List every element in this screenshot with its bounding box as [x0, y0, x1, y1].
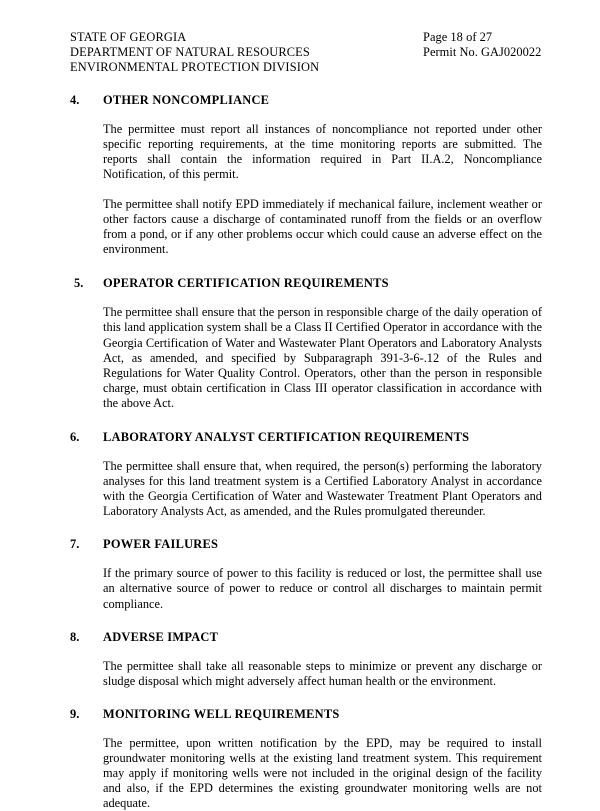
section-title: ADVERSE IMPACT: [103, 629, 219, 644]
paragraph: The permittee shall ensure that, when required, the person(s) performing the laboratory analyses for this land treatment system is a Certified Laboratory Analyst in accordance with the Georgia Certification of Water and Wastewater Treatment Plant Operators and Laboratory Analysts Act, as amended, and the Rules promulgated thereunder.: [103, 459, 542, 519]
section-number: 7.: [70, 537, 80, 552]
header-meta-block: [423, 30, 542, 60]
section-heading: [70, 707, 542, 722]
section-power-failures: [70, 537, 542, 611]
section-heading: [70, 430, 542, 445]
section-number: 6.: [70, 430, 80, 445]
paragraph: The permittee must report all instances of noncompliance not reported under other specific reporting requirements, at the time monitoring reports are submitted. The reports shall contain the information required in Part II.A.2, Noncompliance Notification, of this permit.: [103, 121, 542, 181]
section-heading: [70, 276, 542, 291]
section-adverse-impact: [70, 630, 542, 689]
section-heading: [70, 630, 542, 645]
section-body: [70, 122, 542, 258]
section-body: [70, 736, 542, 811]
paragraph: The permittee shall take all reasonable steps to minimize or prevent any discharge or sludge disposal which might adversely affect human health or the environment.: [103, 658, 542, 688]
section-title: POWER FAILURES: [103, 537, 219, 552]
section-other-noncompliance: [70, 93, 542, 258]
spacer: [70, 257, 542, 276]
section-number: 4.: [70, 92, 80, 107]
paragraph: If the primary source of power to this facility is reduced or lost, the permittee shall use an alternative source of power to reduce or control all discharges to maintain permit compliance.: [103, 566, 542, 611]
section-title: MONITORING WELL REQUIREMENTS: [103, 706, 340, 721]
section-laboratory-analyst-certification-requirements: [70, 430, 542, 519]
paragraph: The permittee shall ensure that the person in responsible charge of the daily operation of this land application system shall be a Class II Certified Operator in accordance with the Georgia Certification of Water and Wastewater Plant Operators and Laboratory Analysts Act, as amended, and specified by Subparagraph 391-3-6-.12 of the Rules and Regulations for Water Quality Control. Operators, other than the person in responsible charge, must obtain certification in Class III operator classification in accordance with the above Act.: [103, 305, 542, 410]
paragraph: The permittee, upon written notification by the EPD, may be required to install groundwater monitoring wells at the existing land treatment system. This requirement may apply if monitoring wells were not included in the original design of the facility and also, if the EPD determines the existing groundwater monitoring wells are not adequate.: [103, 735, 542, 811]
spacer: [70, 445, 542, 459]
spacer: [70, 645, 542, 659]
section-monitoring-well-requirements: [70, 707, 542, 811]
spacer: [70, 519, 542, 537]
header-division-line: ENVIRONMENTAL PROTECTION DIVISION: [70, 60, 320, 75]
section-title: OTHER NONCOMPLIANCE: [103, 92, 270, 107]
section-body: [70, 305, 542, 411]
section-heading: [70, 93, 542, 108]
section-body: [70, 659, 542, 689]
section-body: [70, 566, 542, 611]
section-operator-certification-requirements: [70, 276, 542, 411]
permit-number-label: Permit No. GAJ020022: [423, 45, 542, 60]
section-body: [70, 459, 542, 519]
spacer: [70, 552, 542, 566]
spacer: [70, 108, 542, 122]
header-department-line: DEPARTMENT OF NATURAL RESOURCES: [70, 45, 310, 60]
section-title: OPERATOR CERTIFICATION REQUIREMENTS: [103, 276, 389, 291]
section-title: LABORATORY ANALYST CERTIFICATION REQUIREMENTS: [103, 430, 470, 445]
section-number: 9.: [70, 706, 80, 721]
header-state-line: STATE OF GEORGIA: [70, 30, 187, 44]
spacer: [70, 689, 542, 707]
section-number: 8.: [70, 629, 80, 644]
spacer: [70, 411, 542, 430]
header-agency-block: [70, 30, 423, 76]
spacer: [70, 291, 542, 305]
section-heading: [70, 537, 542, 552]
spacer: [70, 722, 542, 736]
section-number: 5.: [74, 276, 84, 291]
paragraph: The permittee shall notify EPD immediately if mechanical failure, inclement weather or other factors cause a discharge of contaminated runoff from the fields or an overflow from a pond, or if any other problems occur which could cause an adverse effect on the environment.: [103, 196, 542, 257]
document-header: [70, 30, 542, 76]
spacer: [70, 612, 542, 630]
page-number-label: Page 18 of 27: [423, 30, 493, 44]
